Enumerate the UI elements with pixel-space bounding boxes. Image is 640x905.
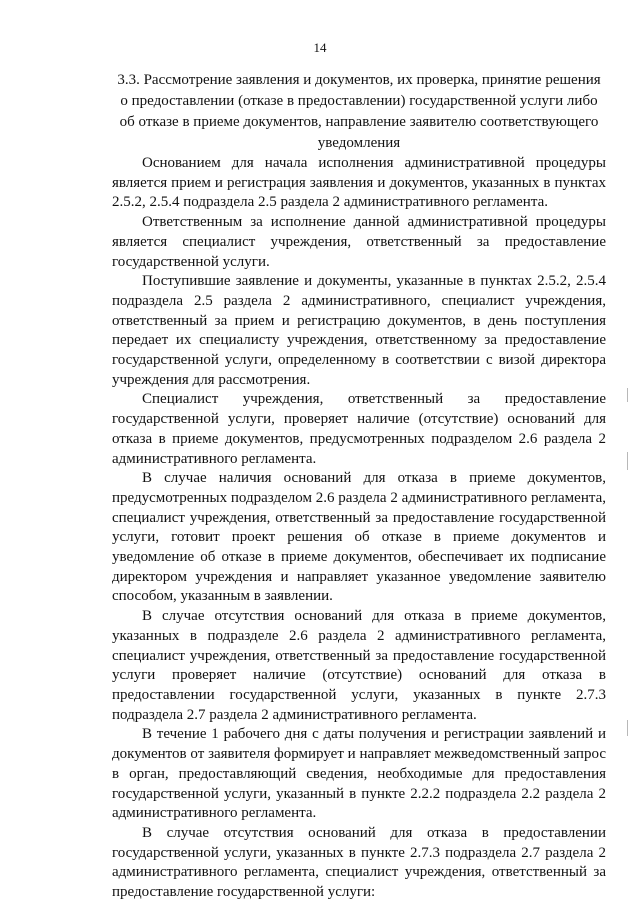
scan-edge-mark (627, 388, 628, 402)
paragraph: В случае отсутствия оснований для отказа в предоставлении государственной услуги, указанных в пункте 2.7.3 подраздела 2.7 раздела 2 административного регламента, специалист учреждения, ответственный за предоставление государственной услуги: (112, 824, 606, 901)
paragraph: Специалист учреждения, ответственный за предоставление государственной услуги, проверяет наличие (отсутствие) оснований для отказа в приеме документов, предусмотренных подразделом 2.6 раздела 2 административного регламента. (112, 391, 606, 467)
paragraph: В течение 1 рабочего дня с даты получения и регистрации заявлений и документов от заявителя формирует и направляет межведомственный запрос в орган, предоставляющий сведения, необходимые для предоставления государственной услуги, указанный в пункте 2.2.2 подраздела 2.2 раздела 2 административного регламента. (112, 726, 606, 822)
paragraph: В случае отсутствия оснований для отказа в приеме документов, указанных в подразделе 2.6 раздела 2 административного регламента, специалист учреждения, ответственный за предоставление государственной услуги проверяет наличие (отсутствие) оснований для отказа в предоставлении государственной услуги, указанных в пункте 2.7.3 подраздела 2.7 раздела 2 административного регламента. (112, 608, 606, 723)
paragraph: Основанием для начала исполнения административной процедуры является прием и регистрация заявления и документов, указанных в пунктах 2.5.2, 2.5.4 подраздела 2.5 раздела 2 административного регламента. (112, 155, 606, 211)
document-body (112, 154, 606, 903)
scan-edge-mark (627, 720, 628, 736)
paragraph: В случае наличия оснований для отказа в приеме документов, предусмотренных подразделом 2.6 раздела 2 административного регламента, специалист учреждения, ответственный за предоставление государственной услуги, готовит проект решения об отказе в приеме документов и уведомление об отказе в приеме документов, обеспечивает их подписание директором учреждения и направляет указанное уведомление заявителю способом, указанным в заявлении. (112, 470, 606, 605)
section-heading: 3.3. Рассмотрение заявления и документов, их проверка, принятие решения о предоставлении (отказе в предоставлении) государственной услуги либо об отказе в приеме документов, направление заявителю соответствующего уведомления (117, 72, 601, 151)
paragraph: Ответственным за исполнение данной административной процедуры является специалист учреждения, ответственный за предоставление государственной услуги. (112, 214, 606, 270)
page-number: 14 (313, 40, 327, 55)
paragraph: Поступившие заявление и документы, указанные в пунктах 2.5.2, 2.5.4 подраздела 2.5 раздела 2 административного, специалист учреждения, ответственный за прием и регистрацию документов, в день поступления передает их специалисту учреждения, ответственному за предоставление государственной услуги, определенному в соответствии с визой директора учреждения для рассмотрения. (112, 273, 606, 388)
scan-edge-mark (627, 452, 628, 470)
